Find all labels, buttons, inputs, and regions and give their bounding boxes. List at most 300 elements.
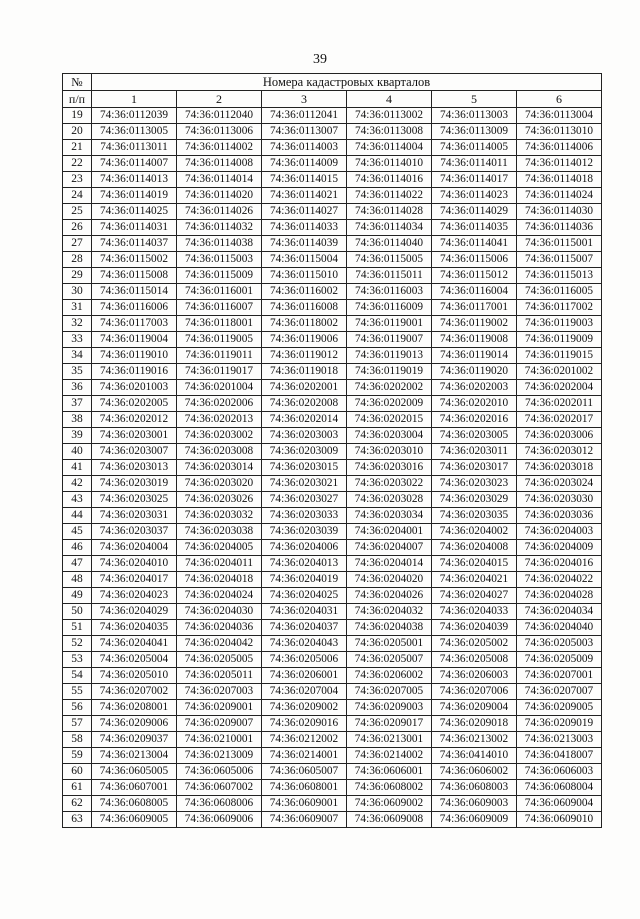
cadastral-number-cell: 74:36:0114031 xyxy=(92,220,177,236)
cadastral-number-cell: 74:36:0203036 xyxy=(517,508,602,524)
cadastral-number-cell: 74:36:0204031 xyxy=(262,604,347,620)
table-header xyxy=(63,74,602,108)
cadastral-number-cell: 74:36:0203035 xyxy=(432,508,517,524)
cadastral-number-cell: 74:36:0116003 xyxy=(347,284,432,300)
cadastral-number-cell: 74:36:0203024 xyxy=(517,476,602,492)
cadastral-number-cell: 74:36:0202003 xyxy=(432,380,517,396)
cadastral-number-cell: 74:36:0204016 xyxy=(517,556,602,572)
cadastral-number-cell: 74:36:0203013 xyxy=(92,460,177,476)
column-index: 1 xyxy=(92,91,177,108)
cadastral-number-cell: 74:36:0203012 xyxy=(517,444,602,460)
row-number: 39 xyxy=(63,428,92,444)
cadastral-number-cell: 74:36:0203026 xyxy=(177,492,262,508)
table-row xyxy=(63,364,602,380)
row-number: 36 xyxy=(63,380,92,396)
cadastral-number-cell: 74:36:0204042 xyxy=(177,636,262,652)
cadastral-number-cell: 74:36:0205009 xyxy=(517,652,602,668)
cadastral-number-cell: 74:36:0204008 xyxy=(432,540,517,556)
cadastral-number-cell: 74:36:0114005 xyxy=(432,140,517,156)
cadastral-number-cell: 74:36:0203032 xyxy=(177,508,262,524)
row-number: 35 xyxy=(63,364,92,380)
cadastral-number-cell: 74:36:0205010 xyxy=(92,668,177,684)
cadastral-number-cell: 74:36:0202002 xyxy=(347,380,432,396)
cadastral-number-cell: 74:36:0204004 xyxy=(92,540,177,556)
cadastral-number-cell: 74:36:0202009 xyxy=(347,396,432,412)
table-row xyxy=(63,476,602,492)
cadastral-number-cell: 74:36:0201004 xyxy=(177,380,262,396)
table-row xyxy=(63,492,602,508)
cadastral-number-cell: 74:36:0204037 xyxy=(262,620,347,636)
table-row xyxy=(63,812,602,828)
cadastral-number-cell: 74:36:0204022 xyxy=(517,572,602,588)
cadastral-number-cell: 74:36:0206001 xyxy=(262,668,347,684)
cadastral-number-cell: 74:36:0203025 xyxy=(92,492,177,508)
row-number: 26 xyxy=(63,220,92,236)
cadastral-number-cell: 74:36:0114027 xyxy=(262,204,347,220)
cadastral-number-cell: 74:36:0119010 xyxy=(92,348,177,364)
cadastral-number-cell: 74:36:0119016 xyxy=(92,364,177,380)
cadastral-number-cell: 74:36:0204003 xyxy=(517,524,602,540)
cadastral-number-cell: 74:36:0203019 xyxy=(92,476,177,492)
cadastral-number-cell: 74:36:0114039 xyxy=(262,236,347,252)
table-row xyxy=(63,412,602,428)
row-number: 57 xyxy=(63,716,92,732)
cadastral-number-cell: 74:36:0609005 xyxy=(92,812,177,828)
row-number: 51 xyxy=(63,620,92,636)
cadastral-number-cell: 74:36:0203004 xyxy=(347,428,432,444)
cadastral-number-cell: 74:36:0203022 xyxy=(347,476,432,492)
cadastral-number-cell: 74:36:0201003 xyxy=(92,380,177,396)
cadastral-number-cell: 74:36:0203039 xyxy=(262,524,347,540)
cadastral-number-cell: 74:36:0201002 xyxy=(517,364,602,380)
cadastral-number-cell: 74:36:0205004 xyxy=(92,652,177,668)
row-number: 41 xyxy=(63,460,92,476)
cadastral-number-cell: 74:36:0204029 xyxy=(92,604,177,620)
row-number: 52 xyxy=(63,636,92,652)
table-row xyxy=(63,236,602,252)
cadastral-number-cell: 74:36:0202004 xyxy=(517,380,602,396)
table-row xyxy=(63,508,602,524)
cadastral-number-cell: 74:36:0203021 xyxy=(262,476,347,492)
cadastral-number-cell: 74:36:0119013 xyxy=(347,348,432,364)
cadastral-number-cell: 74:36:0204024 xyxy=(177,588,262,604)
cadastral-number-cell: 74:36:0203011 xyxy=(432,444,517,460)
cadastral-number-cell: 74:36:0210001 xyxy=(177,732,262,748)
cadastral-number-cell: 74:36:0116007 xyxy=(177,300,262,316)
cadastral-number-cell: 74:36:0606002 xyxy=(432,764,517,780)
row-number: 33 xyxy=(63,332,92,348)
cadastral-number-cell: 74:36:0119004 xyxy=(92,332,177,348)
cadastral-number-cell: 74:36:0115004 xyxy=(262,252,347,268)
cadastral-number-cell: 74:36:0113007 xyxy=(262,124,347,140)
cadastral-number-cell: 74:36:0204015 xyxy=(432,556,517,572)
cadastral-number-cell: 74:36:0116005 xyxy=(517,284,602,300)
cadastral-number-cell: 74:36:0202010 xyxy=(432,396,517,412)
cadastral-number-cell: 74:36:0119006 xyxy=(262,332,347,348)
cadastral-number-cell: 74:36:0204001 xyxy=(347,524,432,540)
table-row xyxy=(63,716,602,732)
cadastral-number-cell: 74:36:0114003 xyxy=(262,140,347,156)
cadastral-number-cell: 74:36:0113005 xyxy=(92,124,177,140)
cadastral-number-cell: 74:36:0113009 xyxy=(432,124,517,140)
cadastral-number-cell: 74:36:0203038 xyxy=(177,524,262,540)
cadastral-number-cell: 74:36:0115003 xyxy=(177,252,262,268)
cadastral-number-cell: 74:36:0114037 xyxy=(92,236,177,252)
cadastral-number-cell: 74:36:0203030 xyxy=(517,492,602,508)
cadastral-number-cell: 74:36:0203037 xyxy=(92,524,177,540)
cadastral-number-cell: 74:36:0202015 xyxy=(347,412,432,428)
cadastral-number-cell: 74:36:0205002 xyxy=(432,636,517,652)
cadastral-number-cell: 74:36:0607002 xyxy=(177,780,262,796)
cadastral-number-cell: 74:36:0203034 xyxy=(347,508,432,524)
cadastral-number-cell: 74:36:0119002 xyxy=(432,316,517,332)
cadastral-number-cell: 74:36:0204030 xyxy=(177,604,262,620)
cadastral-number-cell: 74:36:0608001 xyxy=(262,780,347,796)
cadastral-number-cell: 74:36:0209002 xyxy=(262,700,347,716)
cadastral-number-cell: 74:36:0202008 xyxy=(262,396,347,412)
cadastral-number-cell: 74:36:0204039 xyxy=(432,620,517,636)
cadastral-number-cell: 74:36:0116001 xyxy=(177,284,262,300)
cadastral-number-cell: 74:36:0119009 xyxy=(517,332,602,348)
cadastral-number-cell: 74:36:0204025 xyxy=(262,588,347,604)
cadastral-number-cell: 74:36:0115001 xyxy=(517,236,602,252)
cadastral-number-cell: 74:36:0204028 xyxy=(517,588,602,604)
cadastral-number-cell: 74:36:0114002 xyxy=(177,140,262,156)
table-row xyxy=(63,108,602,124)
table-row xyxy=(63,700,602,716)
cadastral-number-cell: 74:36:0204010 xyxy=(92,556,177,572)
cadastral-number-cell: 74:36:0609002 xyxy=(347,796,432,812)
cadastral-number-cell: 74:36:0115014 xyxy=(92,284,177,300)
row-number: 42 xyxy=(63,476,92,492)
cadastral-number-cell: 74:36:0114030 xyxy=(517,204,602,220)
cadastral-number-cell: 74:36:0114029 xyxy=(432,204,517,220)
cadastral-number-cell: 74:36:0203018 xyxy=(517,460,602,476)
table-row xyxy=(63,652,602,668)
cadastral-number-cell: 74:36:0114023 xyxy=(432,188,517,204)
row-number: 46 xyxy=(63,540,92,556)
table-row xyxy=(63,684,602,700)
cadastral-number-cell: 74:36:0608004 xyxy=(517,780,602,796)
table-row xyxy=(63,556,602,572)
table-row xyxy=(63,380,602,396)
row-number: 29 xyxy=(63,268,92,284)
cadastral-number-cell: 74:36:0117001 xyxy=(432,300,517,316)
table-row xyxy=(63,780,602,796)
cadastral-number-cell: 74:36:0114040 xyxy=(347,236,432,252)
column-header-title: Номера кадастровых кварталов xyxy=(92,74,602,91)
cadastral-number-cell: 74:36:0609001 xyxy=(262,796,347,812)
cadastral-number-cell: 74:36:0113002 xyxy=(347,108,432,124)
cadastral-number-cell: 74:36:0609009 xyxy=(432,812,517,828)
cadastral-number-cell: 74:36:0115007 xyxy=(517,252,602,268)
cadastral-number-cell: 74:36:0203020 xyxy=(177,476,262,492)
cadastral-number-cell: 74:36:0213009 xyxy=(177,748,262,764)
cadastral-number-cell: 74:36:0204032 xyxy=(347,604,432,620)
page-number: 39 xyxy=(313,52,327,67)
cadastral-number-cell: 74:36:0204017 xyxy=(92,572,177,588)
cadastral-number-cell: 74:36:0205011 xyxy=(177,668,262,684)
cadastral-number-cell: 74:36:0114034 xyxy=(347,220,432,236)
table-row xyxy=(63,332,602,348)
table-row xyxy=(63,620,602,636)
cadastral-number-cell: 74:36:0113008 xyxy=(347,124,432,140)
cadastral-number-cell: 74:36:0118002 xyxy=(262,316,347,332)
cadastral-number-cell: 74:36:0209004 xyxy=(432,700,517,716)
cadastral-number-cell: 74:36:0115013 xyxy=(517,268,602,284)
cadastral-number-cell: 74:36:0119011 xyxy=(177,348,262,364)
cadastral-number-cell: 74:36:0609007 xyxy=(262,812,347,828)
cadastral-number-cell: 74:36:0114032 xyxy=(177,220,262,236)
cadastral-number-cell: 74:36:0204036 xyxy=(177,620,262,636)
table-row xyxy=(63,540,602,556)
cadastral-number-cell: 74:36:0206002 xyxy=(347,668,432,684)
cadastral-number-cell: 74:36:0209037 xyxy=(92,732,177,748)
cadastral-number-cell: 74:36:0114004 xyxy=(347,140,432,156)
cadastral-number-cell: 74:36:0115008 xyxy=(92,268,177,284)
cadastral-number-cell: 74:36:0209003 xyxy=(347,700,432,716)
cadastral-number-cell: 74:36:0202006 xyxy=(177,396,262,412)
cadastral-number-cell: 74:36:0114013 xyxy=(92,172,177,188)
row-number: 50 xyxy=(63,604,92,620)
cadastral-number-cell: 74:36:0204006 xyxy=(262,540,347,556)
cadastral-number-cell: 74:36:0213003 xyxy=(517,732,602,748)
cadastral-number-cell: 74:36:0203029 xyxy=(432,492,517,508)
row-number: 55 xyxy=(63,684,92,700)
cadastral-number-cell: 74:36:0202016 xyxy=(432,412,517,428)
cadastral-number-cell: 74:36:0205003 xyxy=(517,636,602,652)
cadastral-number-cell: 74:36:0112041 xyxy=(262,108,347,124)
cadastral-number-cell: 74:36:0204007 xyxy=(347,540,432,556)
table-row xyxy=(63,252,602,268)
cadastral-number-cell: 74:36:0605005 xyxy=(92,764,177,780)
table-row xyxy=(63,204,602,220)
cadastral-number-cell: 74:36:0203016 xyxy=(347,460,432,476)
cadastral-number-cell: 74:36:0205001 xyxy=(347,636,432,652)
cadastral-number-cell: 74:36:0204011 xyxy=(177,556,262,572)
cadastral-number-cell: 74:36:0207005 xyxy=(347,684,432,700)
cadastral-number-cell: 74:36:0203033 xyxy=(262,508,347,524)
cadastral-number-cell: 74:36:0204027 xyxy=(432,588,517,604)
cadastral-number-cell: 74:36:0114033 xyxy=(262,220,347,236)
row-number: 27 xyxy=(63,236,92,252)
cadastral-number-cell: 74:36:0119003 xyxy=(517,316,602,332)
cadastral-number-cell: 74:36:0206003 xyxy=(432,668,517,684)
cadastral-number-cell: 74:36:0608002 xyxy=(347,780,432,796)
column-index: 5 xyxy=(432,91,517,108)
cadastral-number-cell: 74:36:0114041 xyxy=(432,236,517,252)
table-row xyxy=(63,396,602,412)
table-body xyxy=(63,108,602,828)
cadastral-number-cell: 74:36:0114006 xyxy=(517,140,602,156)
cadastral-number-cell: 74:36:0207004 xyxy=(262,684,347,700)
cadastral-number-cell: 74:36:0203001 xyxy=(92,428,177,444)
row-number: 45 xyxy=(63,524,92,540)
cadastral-number-cell: 74:36:0114020 xyxy=(177,188,262,204)
cadastral-number-cell: 74:36:0213002 xyxy=(432,732,517,748)
cadastral-number-cell: 74:36:0204023 xyxy=(92,588,177,604)
table-row xyxy=(63,220,602,236)
cadastral-number-cell: 74:36:0113011 xyxy=(92,140,177,156)
cadastral-number-cell: 74:36:0114008 xyxy=(177,156,262,172)
cadastral-number-cell: 74:36:0209007 xyxy=(177,716,262,732)
table-row xyxy=(63,124,602,140)
cadastral-number-cell: 74:36:0119012 xyxy=(262,348,347,364)
cadastral-number-cell: 74:36:0203009 xyxy=(262,444,347,460)
cadastral-number-cell: 74:36:0205008 xyxy=(432,652,517,668)
row-number: 59 xyxy=(63,748,92,764)
cadastral-number-cell: 74:36:0114022 xyxy=(347,188,432,204)
cadastral-number-cell: 74:36:0214001 xyxy=(262,748,347,764)
cadastral-number-cell: 74:36:0204038 xyxy=(347,620,432,636)
table-row xyxy=(63,316,602,332)
cadastral-number-cell: 74:36:0114019 xyxy=(92,188,177,204)
cadastral-number-cell: 74:36:0204019 xyxy=(262,572,347,588)
row-number: 32 xyxy=(63,316,92,332)
cadastral-number-cell: 74:36:0114035 xyxy=(432,220,517,236)
column-index: 4 xyxy=(347,91,432,108)
table-row xyxy=(63,460,602,476)
cadastral-number-cell: 74:36:0203006 xyxy=(517,428,602,444)
cadastral-number-cell: 74:36:0114036 xyxy=(517,220,602,236)
cadastral-number-cell: 74:36:0209001 xyxy=(177,700,262,716)
row-number: 49 xyxy=(63,588,92,604)
table-row xyxy=(63,636,602,652)
cadastral-number-cell: 74:36:0119001 xyxy=(347,316,432,332)
row-number: 20 xyxy=(63,124,92,140)
cadastral-number-cell: 74:36:0607001 xyxy=(92,780,177,796)
row-number: 48 xyxy=(63,572,92,588)
cadastral-number-cell: 74:36:0114009 xyxy=(262,156,347,172)
table-row xyxy=(63,188,602,204)
cadastral-number-cell: 74:36:0205007 xyxy=(347,652,432,668)
table-row xyxy=(63,572,602,588)
cadastral-number-cell: 74:36:0114016 xyxy=(347,172,432,188)
column-header-number-sub: п/п xyxy=(63,91,92,108)
row-number: 63 xyxy=(63,812,92,828)
cadastral-number-cell: 74:36:0608005 xyxy=(92,796,177,812)
row-number: 38 xyxy=(63,412,92,428)
cadastral-number-cell: 74:36:0113010 xyxy=(517,124,602,140)
cadastral-number-cell: 74:36:0209017 xyxy=(347,716,432,732)
cadastral-number-cell: 74:36:0114017 xyxy=(432,172,517,188)
cadastral-number-cell: 74:36:0115010 xyxy=(262,268,347,284)
cadastral-number-cell: 74:36:0204041 xyxy=(92,636,177,652)
column-header-number: № xyxy=(63,74,92,91)
cadastral-number-cell: 74:36:0203027 xyxy=(262,492,347,508)
cadastral-number-cell: 74:36:0204002 xyxy=(432,524,517,540)
column-index: 6 xyxy=(517,91,602,108)
cadastral-number-cell: 74:36:0119020 xyxy=(432,364,517,380)
cadastral-number-cell: 74:36:0204005 xyxy=(177,540,262,556)
cadastral-number-cell: 74:36:0115009 xyxy=(177,268,262,284)
cadastral-number-cell: 74:36:0116008 xyxy=(262,300,347,316)
row-number: 47 xyxy=(63,556,92,572)
cadastral-number-cell: 74:36:0203003 xyxy=(262,428,347,444)
cadastral-number-cell: 74:36:0202005 xyxy=(92,396,177,412)
cadastral-number-cell: 74:36:0113006 xyxy=(177,124,262,140)
row-number: 54 xyxy=(63,668,92,684)
cadastral-number-cell: 74:36:0115002 xyxy=(92,252,177,268)
cadastral-number-cell: 74:36:0114018 xyxy=(517,172,602,188)
cadastral-number-cell: 74:36:0209005 xyxy=(517,700,602,716)
row-number: 30 xyxy=(63,284,92,300)
cadastral-number-cell: 74:36:0418007 xyxy=(517,748,602,764)
cadastral-number-cell: 74:36:0204043 xyxy=(262,636,347,652)
row-number: 21 xyxy=(63,140,92,156)
cadastral-number-cell: 74:36:0116006 xyxy=(92,300,177,316)
cadastral-number-cell: 74:36:0203005 xyxy=(432,428,517,444)
table-row xyxy=(63,796,602,812)
row-number: 53 xyxy=(63,652,92,668)
cadastral-number-cell: 74:36:0204021 xyxy=(432,572,517,588)
cadastral-number-cell: 74:36:0112040 xyxy=(177,108,262,124)
table-row xyxy=(63,524,602,540)
cadastral-number-cell: 74:36:0214002 xyxy=(347,748,432,764)
cadastral-number-cell: 74:36:0208001 xyxy=(92,700,177,716)
cadastral-number-cell: 74:36:0114038 xyxy=(177,236,262,252)
cadastral-number-cell: 74:36:0204040 xyxy=(517,620,602,636)
cadastral-number-cell: 74:36:0203023 xyxy=(432,476,517,492)
row-number: 44 xyxy=(63,508,92,524)
cadastral-number-cell: 74:36:0119008 xyxy=(432,332,517,348)
cadastral-number-cell: 74:36:0114024 xyxy=(517,188,602,204)
row-number: 28 xyxy=(63,252,92,268)
cadastral-number-cell: 74:36:0609006 xyxy=(177,812,262,828)
cadastral-number-cell: 74:36:0113003 xyxy=(432,108,517,124)
cadastral-number-cell: 74:36:0117002 xyxy=(517,300,602,316)
cadastral-number-cell: 74:36:0116002 xyxy=(262,284,347,300)
cadastral-number-cell: 74:36:0204020 xyxy=(347,572,432,588)
cadastral-number-cell: 74:36:0207003 xyxy=(177,684,262,700)
cadastral-number-cell: 74:36:0114012 xyxy=(517,156,602,172)
cadastral-number-cell: 74:36:0606003 xyxy=(517,764,602,780)
row-number: 25 xyxy=(63,204,92,220)
cadastral-number-cell: 74:36:0203015 xyxy=(262,460,347,476)
table-row xyxy=(63,284,602,300)
cadastral-number-cell: 74:36:0205006 xyxy=(262,652,347,668)
table-row xyxy=(63,764,602,780)
cadastral-quarters-table xyxy=(62,73,602,828)
cadastral-number-cell: 74:36:0116009 xyxy=(347,300,432,316)
cadastral-number-cell: 74:36:0118001 xyxy=(177,316,262,332)
cadastral-number-cell: 74:36:0114007 xyxy=(92,156,177,172)
cadastral-number-cell: 74:36:0119005 xyxy=(177,332,262,348)
row-number: 34 xyxy=(63,348,92,364)
cadastral-number-cell: 74:36:0202013 xyxy=(177,412,262,428)
table-row xyxy=(63,268,602,284)
cadastral-number-cell: 74:36:0605007 xyxy=(262,764,347,780)
cadastral-number-cell: 74:36:0204026 xyxy=(347,588,432,604)
cadastral-number-cell: 74:36:0203008 xyxy=(177,444,262,460)
cadastral-number-cell: 74:36:0414010 xyxy=(432,748,517,764)
table-row xyxy=(63,588,602,604)
cadastral-number-cell: 74:36:0203010 xyxy=(347,444,432,460)
cadastral-number-cell: 74:36:0202001 xyxy=(262,380,347,396)
cadastral-number-cell: 74:36:0202012 xyxy=(92,412,177,428)
row-number: 37 xyxy=(63,396,92,412)
cadastral-number-cell: 74:36:0609004 xyxy=(517,796,602,812)
row-number: 40 xyxy=(63,444,92,460)
table-row xyxy=(63,748,602,764)
row-number: 22 xyxy=(63,156,92,172)
table-row xyxy=(63,428,602,444)
table-row xyxy=(63,444,602,460)
cadastral-number-cell: 74:36:0115006 xyxy=(432,252,517,268)
cadastral-number-cell: 74:36:0114028 xyxy=(347,204,432,220)
cadastral-number-cell: 74:36:0606001 xyxy=(347,764,432,780)
cadastral-number-cell: 74:36:0115005 xyxy=(347,252,432,268)
